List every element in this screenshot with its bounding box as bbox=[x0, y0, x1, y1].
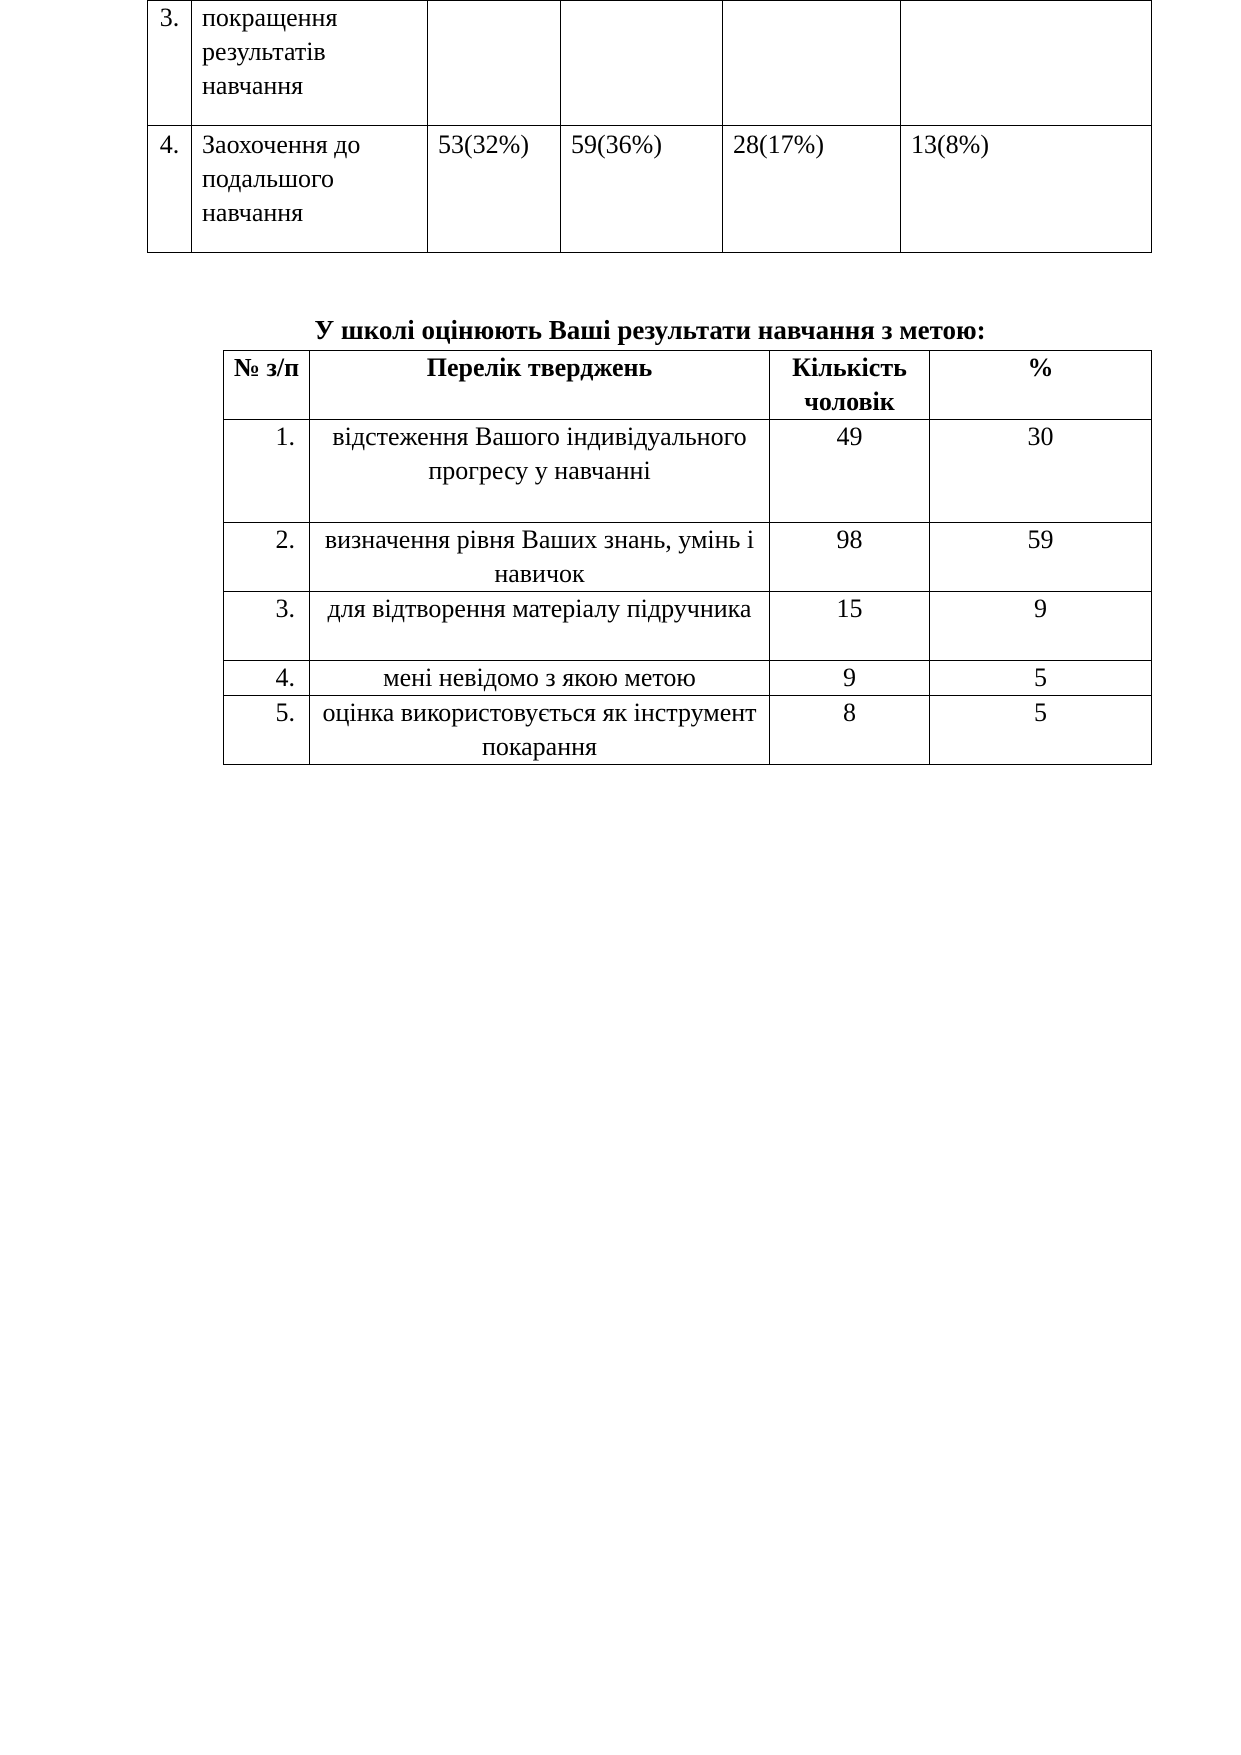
row-count: 9 bbox=[770, 661, 930, 696]
row-statement: мені невідомо з якою метою bbox=[310, 661, 770, 696]
table-row bbox=[224, 592, 1152, 661]
results-table-continued bbox=[147, 0, 1152, 253]
row-count: 8 bbox=[770, 696, 930, 765]
row-count: 49 bbox=[770, 420, 930, 523]
row-count: 98 bbox=[770, 523, 930, 592]
cell-value bbox=[723, 1, 901, 126]
row-count: 15 bbox=[770, 592, 930, 661]
table-row bbox=[224, 696, 1152, 765]
table-row bbox=[224, 523, 1152, 592]
table-row bbox=[148, 1, 1152, 126]
cell-value bbox=[561, 1, 723, 126]
row-percent: 9 bbox=[930, 592, 1152, 661]
row-number: 2. bbox=[224, 523, 310, 592]
row-statement: для відтворення матеріалу підручника bbox=[310, 592, 770, 661]
row-percent: 5 bbox=[930, 661, 1152, 696]
row-statement: визначення рівня Ваших знань, умінь і навичок bbox=[310, 523, 770, 592]
row-number: 4. bbox=[224, 661, 310, 696]
table-row bbox=[224, 661, 1152, 696]
header-number: № з/п bbox=[224, 351, 310, 420]
cell-value: 13(8%) bbox=[901, 126, 1152, 253]
row-number: 3. bbox=[224, 592, 310, 661]
row-number: 4. bbox=[148, 126, 192, 253]
table-row bbox=[148, 126, 1152, 253]
row-number: 5. bbox=[224, 696, 310, 765]
row-percent: 5 bbox=[930, 696, 1152, 765]
row-number: 3. bbox=[148, 1, 192, 126]
cell-value bbox=[428, 1, 561, 126]
header-count: Кількість чоловік bbox=[770, 351, 930, 420]
row-statement: оцінка використовується як інструмент покарання bbox=[310, 696, 770, 765]
table-header-row bbox=[224, 351, 1152, 420]
header-percent: % bbox=[930, 351, 1152, 420]
cell-value: 28(17%) bbox=[723, 126, 901, 253]
cell-value: 53(32%) bbox=[428, 126, 561, 253]
row-percent: 30 bbox=[930, 420, 1152, 523]
row-label: Заохочення до подальшого навчання bbox=[192, 126, 428, 253]
row-percent: 59 bbox=[930, 523, 1152, 592]
row-statement: відстеження Вашого індивідуального прогресу у навчанні bbox=[310, 420, 770, 523]
row-label: покращення результатів навчання bbox=[192, 1, 428, 126]
cell-value bbox=[901, 1, 1152, 126]
table-row bbox=[224, 420, 1152, 523]
cell-value: 59(36%) bbox=[561, 126, 723, 253]
row-number: 1. bbox=[224, 420, 310, 523]
table-caption: У школі оцінюють Ваші результати навчання з метою: bbox=[314, 315, 986, 345]
header-statement: Перелік тверджень bbox=[310, 351, 770, 420]
assessment-purpose-table bbox=[223, 350, 1152, 765]
